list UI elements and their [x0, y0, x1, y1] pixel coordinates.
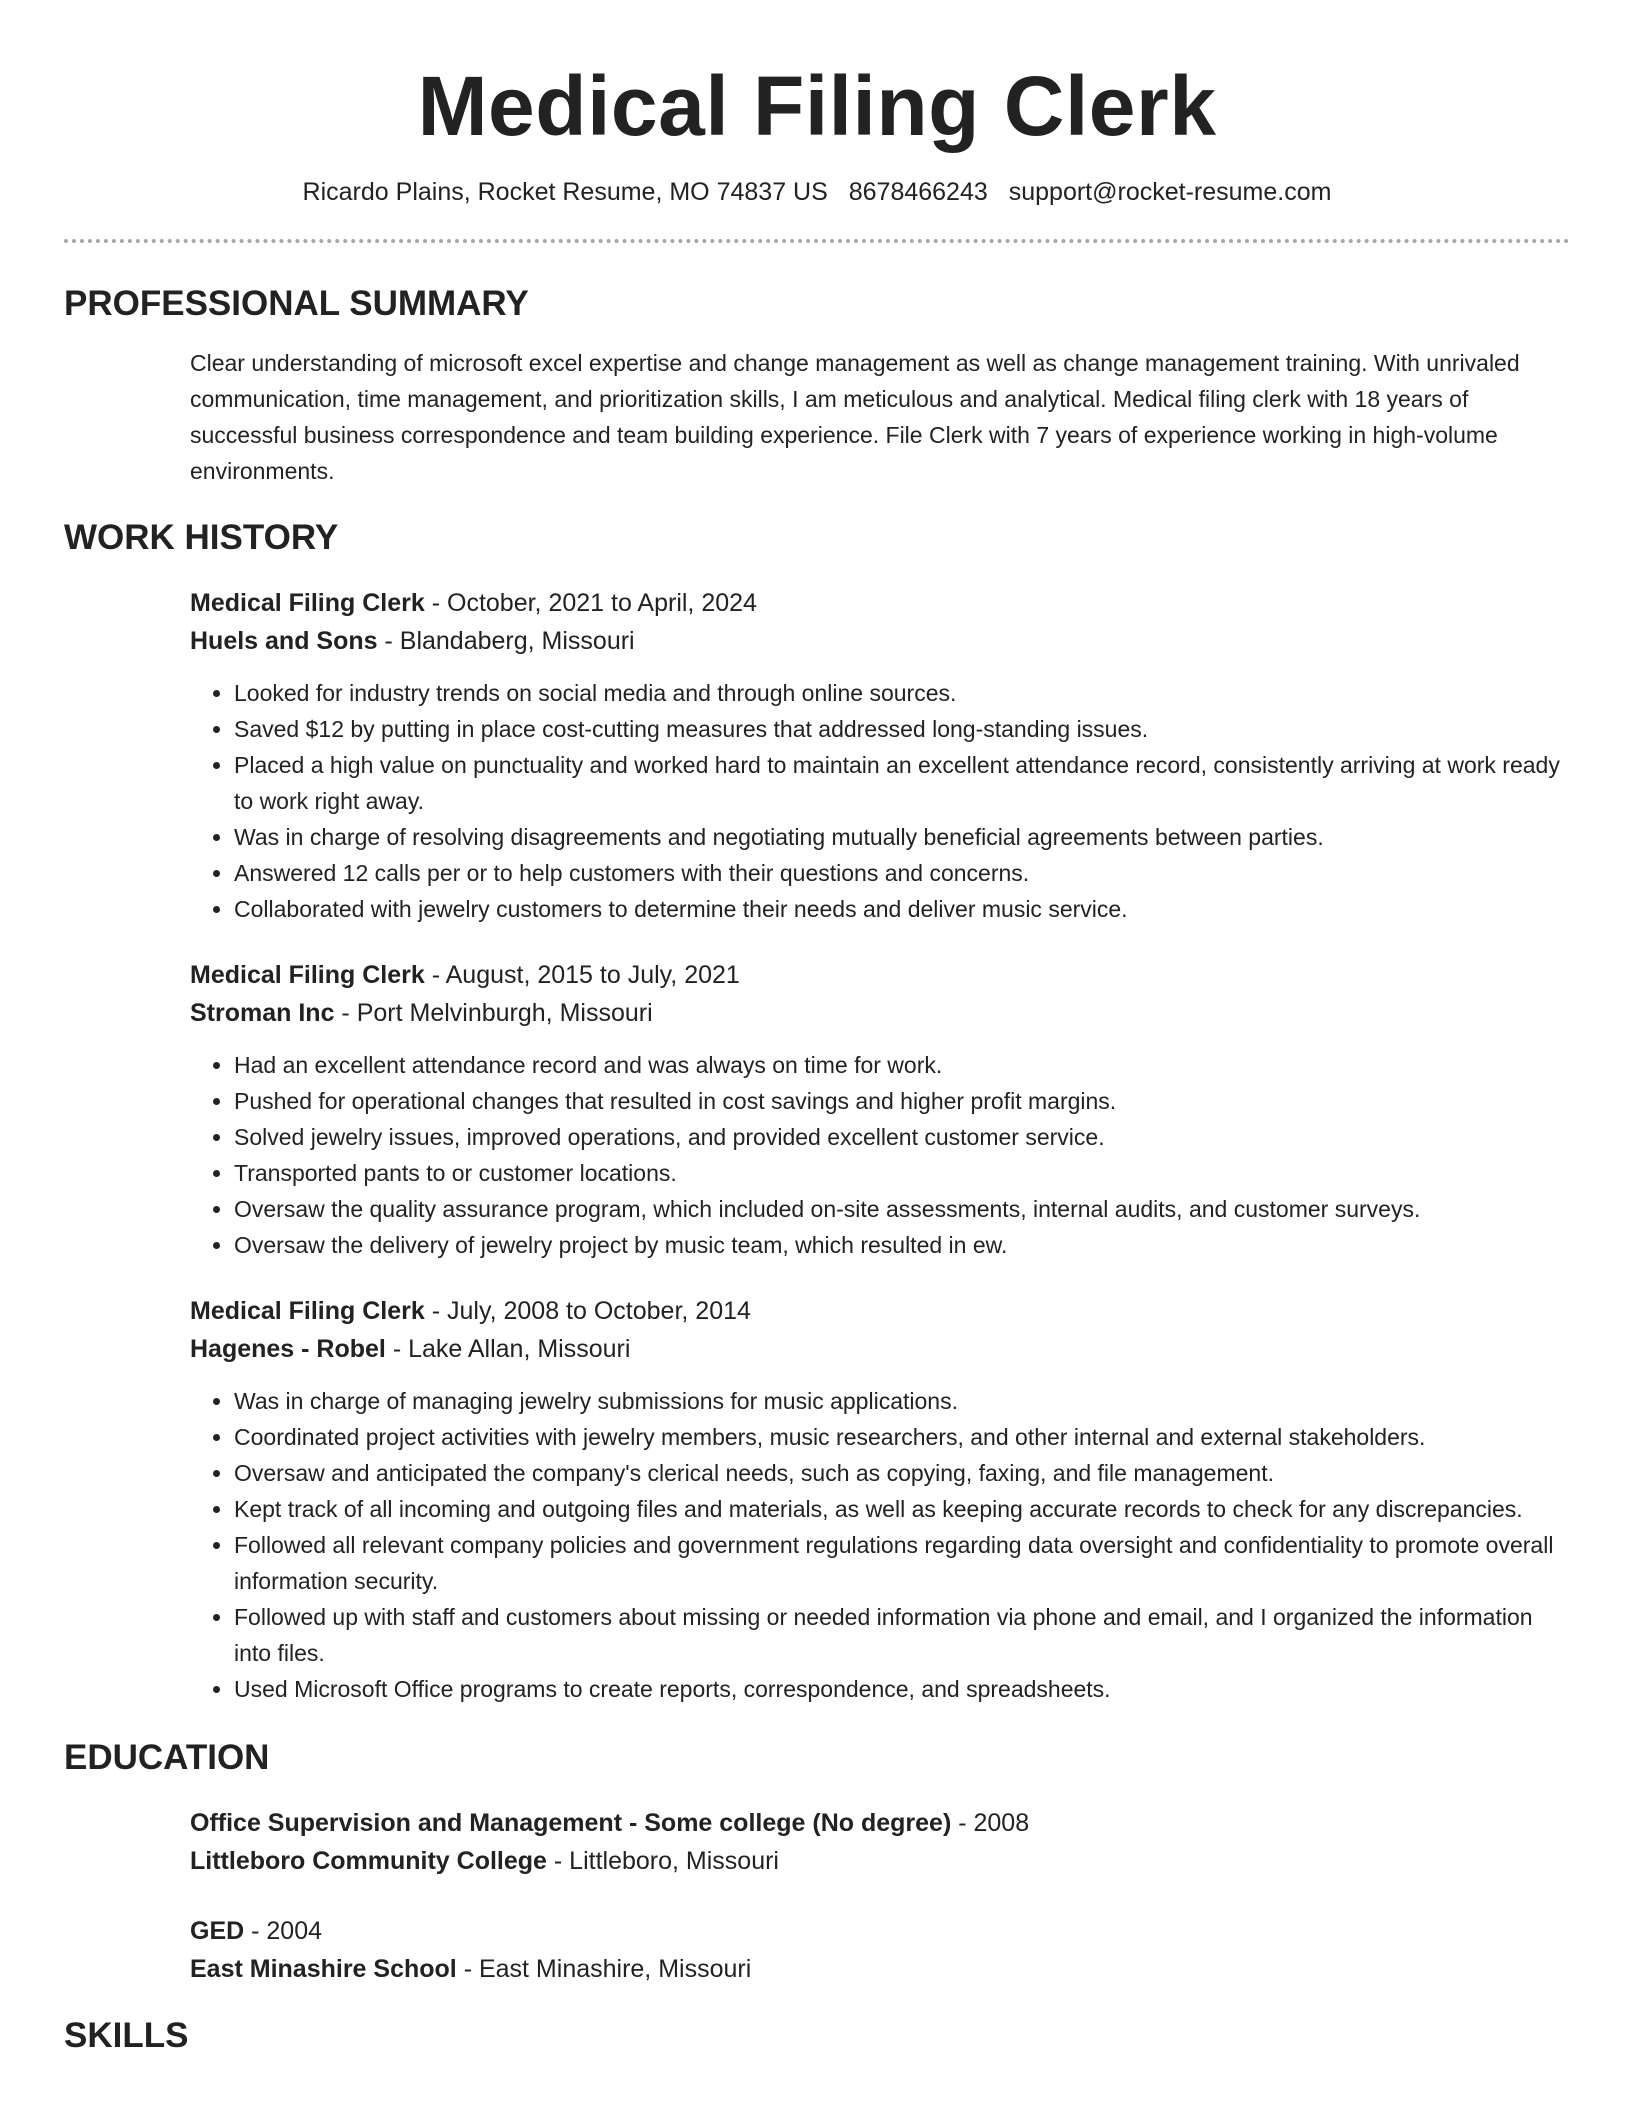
education-location: - East Minashire, Missouri — [456, 1955, 752, 1983]
job-bullet-list — [190, 1047, 1570, 1263]
job-company-line — [190, 1333, 1570, 1365]
job-company: Stroman Inc — [190, 999, 335, 1027]
job-dates: - August, 2015 to July, 2021 — [424, 961, 740, 989]
job-bullet: • Followed all relevant company policies and government regulations regarding data oversight and confidentiality to promote overall information security. — [234, 1527, 1570, 1599]
education-school: Littleboro Community College — [190, 1847, 547, 1875]
job-bullet: • Oversaw the delivery of jewelry project by music team, which resulted in ew. — [234, 1227, 1570, 1263]
job-location: - Lake Allan, Missouri — [385, 1335, 631, 1363]
job-title-line — [190, 1295, 1570, 1327]
resume-title: Medical Filing Clerk — [417, 59, 1217, 153]
education-school-line — [190, 1953, 1570, 1985]
job-bullet: • Looked for industry trends on social media and through online sources. — [234, 675, 1570, 711]
resume-page — [64, 0, 1570, 2057]
contact-phone: 8678466243 — [848, 178, 988, 206]
section-title-work: WORK HISTORY — [64, 518, 339, 557]
job-entry — [190, 1295, 1570, 1707]
job-bullet: • Transported pants to or customer locations. — [234, 1155, 1570, 1191]
job-role: Medical Filing Clerk — [190, 1297, 425, 1325]
job-company-line — [190, 625, 1570, 657]
summary-text: Clear understanding of microsoft excel expertise and change management as well as change management training. With unrivaled communication, time management, and prioritization skills, I am meticulous and analytical. Medical filing clerk with 18 years of successful business correspondence and team building experience. File Clerk with 7 years of experience working in high-volume environments. — [190, 350, 1520, 484]
job-bullet-list — [190, 1383, 1570, 1707]
job-company: Huels and Sons — [190, 627, 378, 655]
job-location: - Port Melvinburgh, Missouri — [334, 999, 653, 1027]
job-bullet: • Solved jewelry issues, improved operations, and provided excellent customer service. — [234, 1119, 1570, 1155]
job-role: Medical Filing Clerk — [190, 961, 425, 989]
job-bullet: • Kept track of all incoming and outgoing files and materials, as well as keeping accurate records to check for any discrepancies. — [234, 1491, 1570, 1527]
section-title-education: EDUCATION — [64, 1738, 270, 1777]
job-bullet: • Was in charge of managing jewelry submissions for music applications. — [234, 1383, 1570, 1419]
education-school-line — [190, 1845, 1570, 1877]
job-bullet: • Oversaw the quality assurance program, which included on-site assessments, internal audits, and customer surveys. — [234, 1191, 1570, 1227]
contact-email: support@rocket-resume.com — [1008, 178, 1332, 206]
job-title-line — [190, 587, 1570, 619]
job-bullet: • Collaborated with jewelry customers to determine their needs and deliver music service. — [234, 891, 1570, 927]
education-degree: GED — [190, 1917, 245, 1945]
job-bullet: • Oversaw and anticipated the company's clerical needs, such as copying, faxing, and file management. — [234, 1455, 1570, 1491]
job-title-line — [190, 959, 1570, 991]
section-title-skills: SKILLS — [64, 2016, 189, 2055]
job-dates: - October, 2021 to April, 2024 — [424, 589, 757, 617]
job-bullet: • Used Microsoft Office programs to create reports, correspondence, and spreadsheets. — [234, 1671, 1570, 1707]
job-bullet: • Coordinated project activities with jewelry members, music researchers, and other internal and external stakeholders. — [234, 1419, 1570, 1455]
education-entry — [190, 1915, 1570, 1985]
job-location: - Blandaberg, Missouri — [377, 627, 635, 655]
job-bullet: • Placed a high value on punctuality and worked hard to maintain an excellent attendance record, consistently arriving at work ready to work right away. — [234, 747, 1570, 819]
education-school: East Minashire School — [190, 1955, 457, 1983]
section-summary — [64, 283, 1570, 489]
section-education — [64, 1737, 1570, 1985]
job-role: Medical Filing Clerk — [190, 589, 425, 617]
job-bullet: • Saved $12 by putting in place cost-cutting measures that addressed long-standing issues. — [234, 711, 1570, 747]
job-entry — [190, 587, 1570, 927]
job-company: Hagenes - Robel — [190, 1335, 386, 1363]
header-divider — [64, 239, 1570, 243]
job-entry — [190, 959, 1570, 1263]
education-year: - 2008 — [951, 1809, 1030, 1837]
education-location: - Littleboro, Missouri — [546, 1847, 779, 1875]
section-skills — [64, 2015, 1570, 2057]
job-bullet: • Pushed for operational changes that resulted in cost savings and higher profit margins. — [234, 1083, 1570, 1119]
job-dates: - July, 2008 to October, 2014 — [424, 1297, 751, 1325]
education-year: - 2004 — [244, 1917, 323, 1945]
job-bullet: • Was in charge of resolving disagreements and negotiating mutually beneficial agreements between parties. — [234, 819, 1570, 855]
education-degree-line — [190, 1915, 1570, 1947]
job-bullet: • Followed up with staff and customers about missing or needed information via phone and email, and I organized the information into files. — [234, 1599, 1570, 1671]
education-entry — [190, 1807, 1570, 1877]
education-degree-line — [190, 1807, 1570, 1839]
job-company-line — [190, 997, 1570, 1029]
job-bullet: • Answered 12 calls per or to help customers with their questions and concerns. — [234, 855, 1570, 891]
job-bullet: • Had an excellent attendance record and was always on time for work. — [234, 1047, 1570, 1083]
contact-address: Ricardo Plains, Rocket Resume, MO 74837 US — [302, 178, 828, 206]
education-degree: Office Supervision and Management - Some college (No degree) — [190, 1809, 952, 1837]
section-work-history — [64, 517, 1570, 1707]
contact-line — [64, 176, 1570, 208]
section-title-summary: PROFESSIONAL SUMMARY — [64, 284, 529, 323]
job-bullet-list — [190, 675, 1570, 927]
